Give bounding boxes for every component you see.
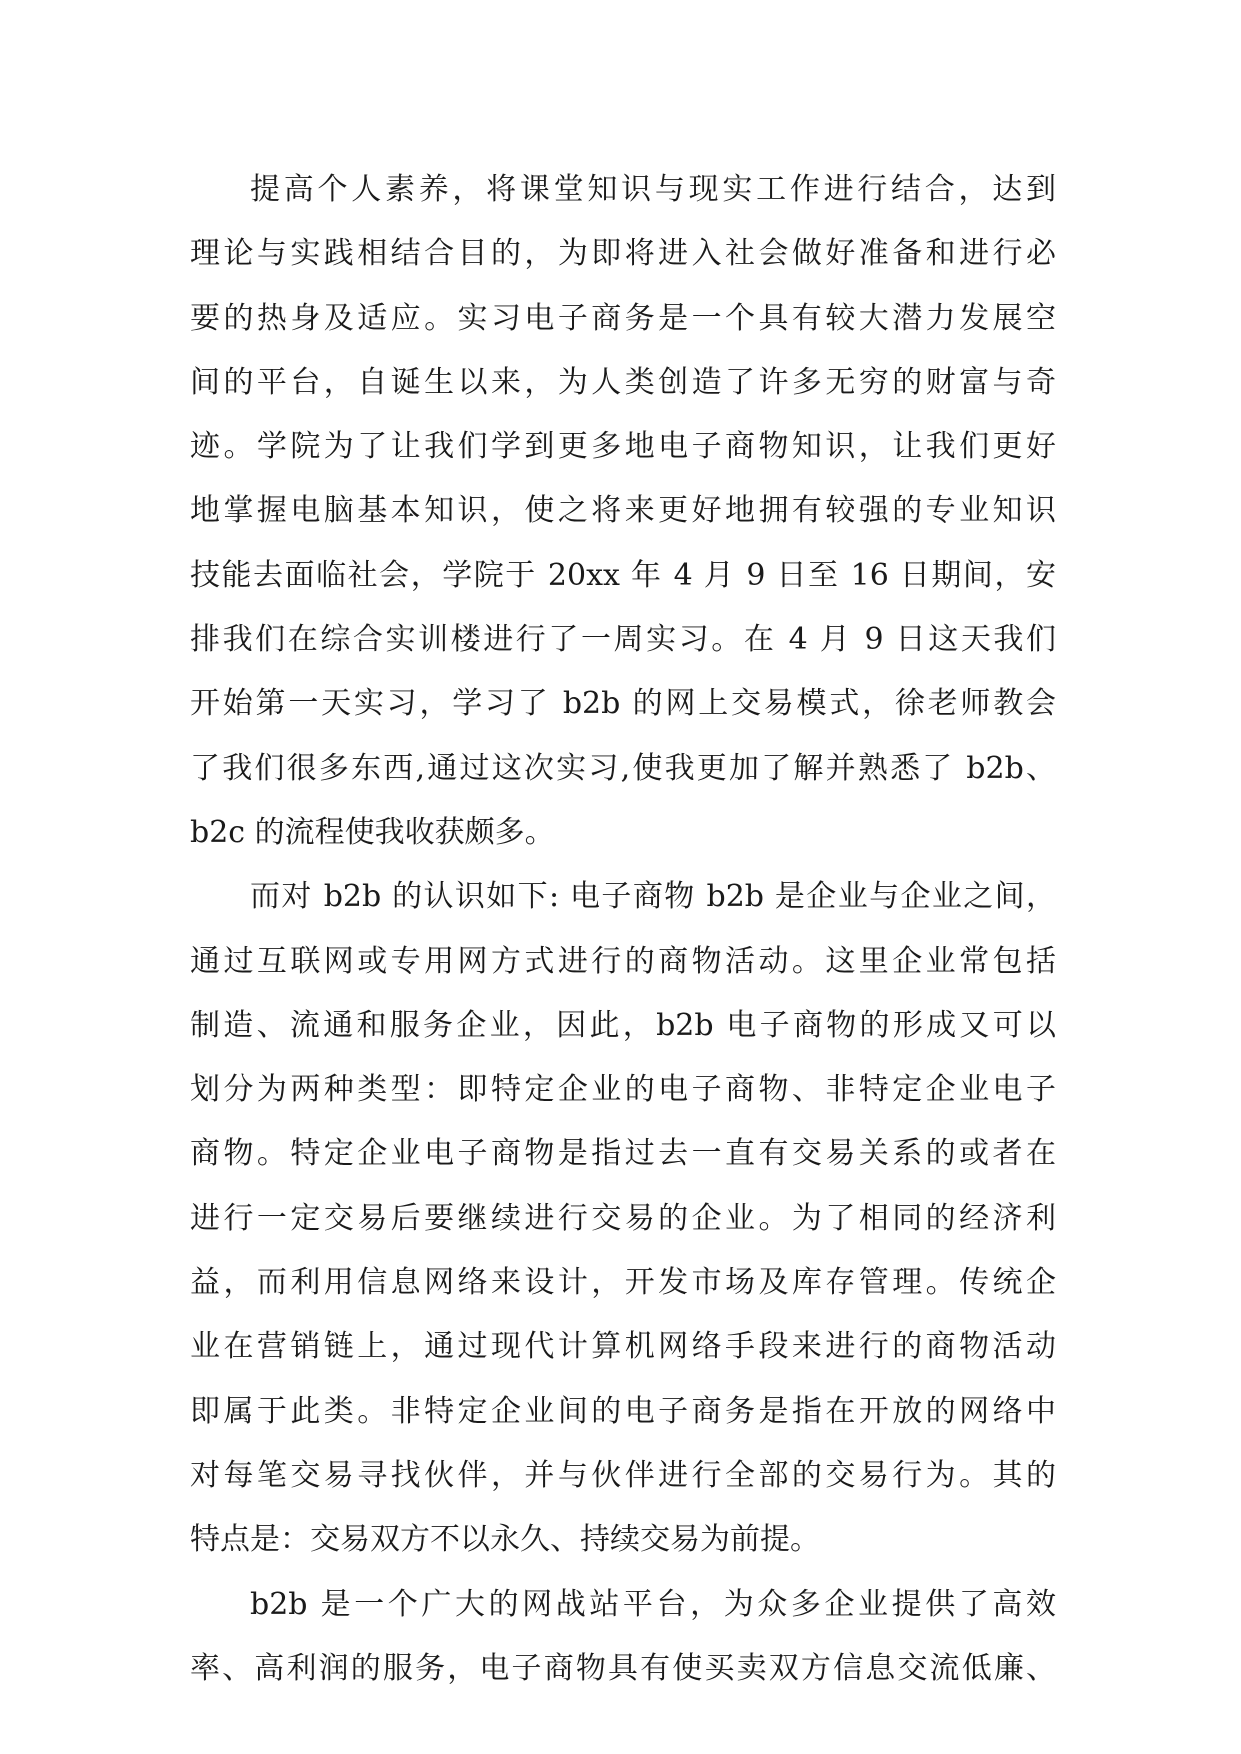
text-line: 技能去面临社会，学院于 20xx 年 4 月 9 日至 16 日期间，安	[190, 557, 1056, 593]
text-line: 制造、流通和服务企业，因此，b2b 电子商物的形成又可以	[190, 1007, 1056, 1043]
text-line: 要的热身及适应。实习电子商务是一个具有较大潜力发展空	[190, 300, 1056, 336]
text-line: 通过互联网或专用网方式进行的商物活动。这里企业常包括	[190, 943, 1056, 979]
paragraph-3	[190, 1573, 1056, 1702]
text-line: 商物。特定企业电子商物是指过去一直有交易关系的或者在	[190, 1136, 1056, 1172]
paragraph-2	[190, 865, 1056, 1572]
text-line: 率、高利润的服务，电子商物具有使买卖双方信息交流低廉、	[190, 1650, 1056, 1686]
document-body	[190, 158, 1056, 1701]
text-line: 对每笔交易寻找伙伴，并与伙伴进行全部的交易行为。其的	[190, 1457, 1056, 1493]
text-line: 划分为两种类型：即特定企业的电子商物、非特定企业电子	[190, 1072, 1056, 1108]
text-line: 提高个人素养，将课堂知识与现实工作进行结合，达到	[250, 172, 1056, 207]
text-line: 排我们在综合实训楼进行了一周实习。在 4 月 9 日这天我们	[190, 622, 1056, 658]
text-line: 进行一定交易后要继续进行交易的企业。为了相同的经济利	[190, 1200, 1056, 1236]
text-line: 益，而利用信息网络来设计，开发市场及库存管理。传统企	[190, 1265, 1056, 1301]
text-line: 迹。学院为了让我们学到更多地电子商物知识，让我们更好	[190, 429, 1056, 465]
text-line: b2b 是一个广大的网战站平台，为众多企业提供了高效	[250, 1586, 1056, 1622]
text-line: 理论与实践相结合目的，为即将进入社会做好准备和进行必	[190, 236, 1056, 272]
text-line: b2c 的流程使我收获颇多。	[190, 814, 555, 850]
text-line: 特点是：交易双方不以永久、持续交易为前提。	[190, 1522, 820, 1558]
text-line: 了我们很多东西,通过这次实习,使我更加了解并熟悉了 b2b、	[190, 750, 1056, 786]
text-line: 业在营销链上，通过现代计算机网络手段来进行的商物活动	[190, 1329, 1056, 1365]
text-line: 间的平台，自诞生以来，为人类创造了许多无穷的财富与奇	[190, 364, 1056, 400]
paragraph-1	[190, 158, 1056, 865]
text-line: 即属于此类。非特定企业间的电子商务是指在开放的网络中	[190, 1393, 1056, 1429]
text-line: 而对 b2b 的认识如下: 电子商物 b2b 是企业与企业之间，	[250, 879, 1056, 915]
text-line: 地掌握电脑基本知识，使之将来更好地拥有较强的专业知识	[190, 493, 1056, 529]
text-line: 开始第一天实习，学习了 b2b 的网上交易模式，徐老师教会	[190, 686, 1056, 722]
